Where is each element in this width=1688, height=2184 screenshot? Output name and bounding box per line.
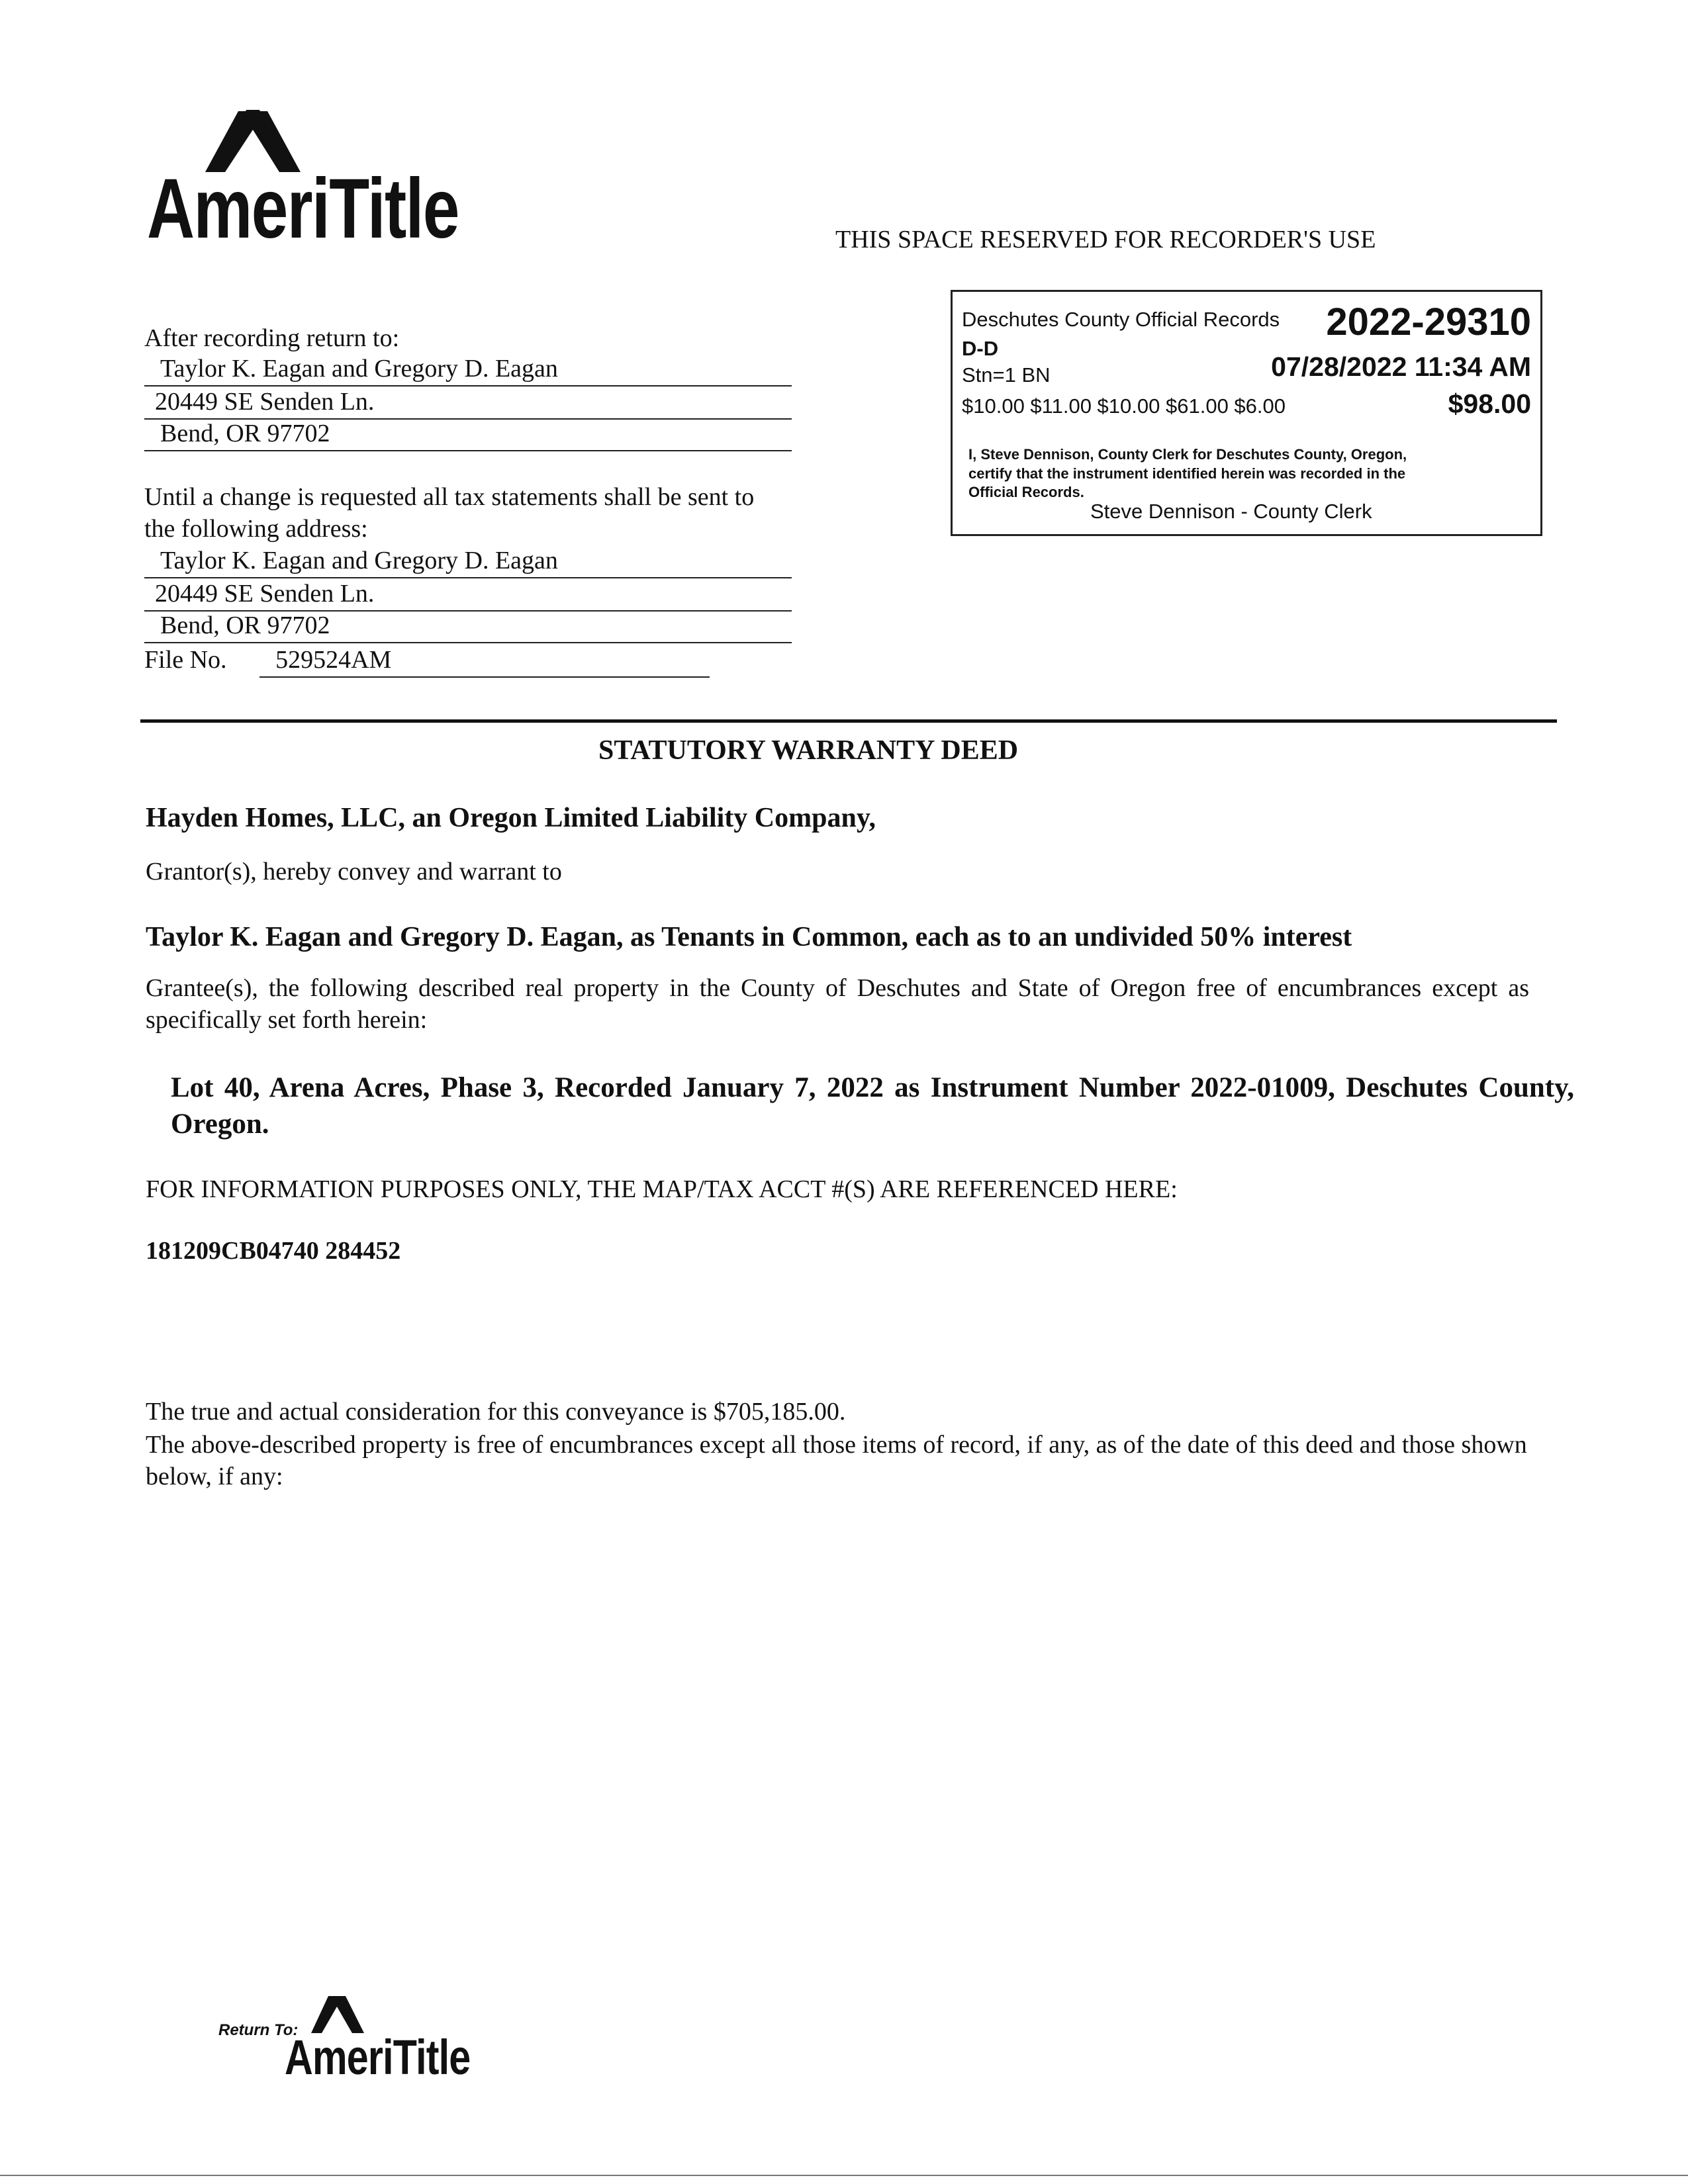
encumbrances-statement: The above-described property is free of encumbrances except all those items of record, if any, as of the date of this deed and those shown below, if any:: [146, 1431, 1527, 1490]
legal-description: Lot 40, Arena Acres, Phase 3, Recorded January 7, 2022 as Instrument Number 2022-01009, Deschutes County, Oregon.: [171, 1072, 1574, 1140]
tax-info-note: FOR INFORMATION PURPOSES ONLY, THE MAP/TAX ACCT #(S) ARE REFERENCED HERE:: [146, 1175, 1178, 1203]
file-no-label: File No.: [144, 646, 227, 674]
station: Stn=1 BN: [962, 363, 1051, 387]
tax-name: Taylor K. Eagan and Gregory D. Eagan: [160, 547, 558, 574]
return-to-line2: [144, 387, 792, 420]
tax-city: Bend, OR 97702: [160, 612, 330, 639]
return-to-label: After recording return to:: [144, 324, 400, 352]
file-no-row: [144, 645, 720, 678]
return-to-name: Taylor K. Eagan and Gregory D. Eagan: [160, 355, 558, 383]
fees-list: $10.00 $11.00 $10.00 $61.00 $6.00: [962, 394, 1286, 418]
tax-line3: [144, 610, 792, 643]
grantor-clause: Grantor(s), hereby convey and warrant to: [146, 858, 562, 886]
grantee-clause: Grantee(s), the following described real property in the County of Deschutes and State of Oregon free of encumbrances except as specifically set forth herein:: [146, 974, 1529, 1034]
return-to-line3: [144, 418, 792, 451]
footer-return-to: [218, 1992, 563, 2098]
recorder-stamp-box: [951, 290, 1542, 536]
recorded-datetime: 07/28/2022 11:34 AM: [1271, 351, 1531, 382]
deed-title: STATUTORY WARRANTY DEED: [598, 735, 1019, 766]
grantor-name: Hayden Homes, LLC, an Oregon Limited Liability Company,: [146, 803, 876, 833]
grantee-name: Taylor K. Eagan and Gregory D. Eagan, as Tenants in Common, each as to an undivided 50% interest: [146, 922, 1352, 952]
section-divider: [140, 719, 1557, 723]
return-to-street: 20449 SE Senden Ln.: [155, 388, 375, 416]
footer-logo-text: AmeriTitle: [285, 2030, 471, 2085]
instrument-number: 2022-29310: [1326, 300, 1531, 343]
fees-total: $98.00: [1448, 388, 1531, 419]
logo-text: AmeriTitle: [147, 161, 459, 256]
records-office: Deschutes County Official Records: [962, 308, 1280, 331]
file-no-value: [259, 645, 710, 678]
clerk-signature: Steve Dennison - County Clerk: [1090, 500, 1372, 523]
tax-statement-label: Until a change is requested all tax statements shall be sent to the following address:: [144, 483, 755, 543]
consideration-statement: The true and actual consideration for this conveyance is $705,185.00.: [146, 1398, 846, 1426]
footer-return-label: Return To:: [218, 2021, 299, 2039]
clerk-certification: I, Steve Dennison, County Clerk for Deschutes County, Oregon, certify that the instrument identified herein was recorded in the Official Records.: [968, 446, 1407, 501]
tax-line1: [144, 545, 792, 578]
doc-type: D-D: [962, 337, 999, 360]
file-no-text: 529524AM: [275, 646, 392, 674]
return-to-city: Bend, OR 97702: [160, 420, 330, 447]
tax-street: 20449 SE Senden Ln.: [155, 580, 375, 608]
return-to-line1: [144, 353, 792, 387]
tax-account-numbers: 181209CB04740 284452: [146, 1237, 401, 1265]
page-bottom-edge: [0, 2175, 1688, 2176]
recorder-reserved-label: THIS SPACE RESERVED FOR RECORDER'S USE: [835, 226, 1376, 253]
tax-line2: [144, 578, 792, 612]
ameritite-logo: [147, 106, 491, 258]
